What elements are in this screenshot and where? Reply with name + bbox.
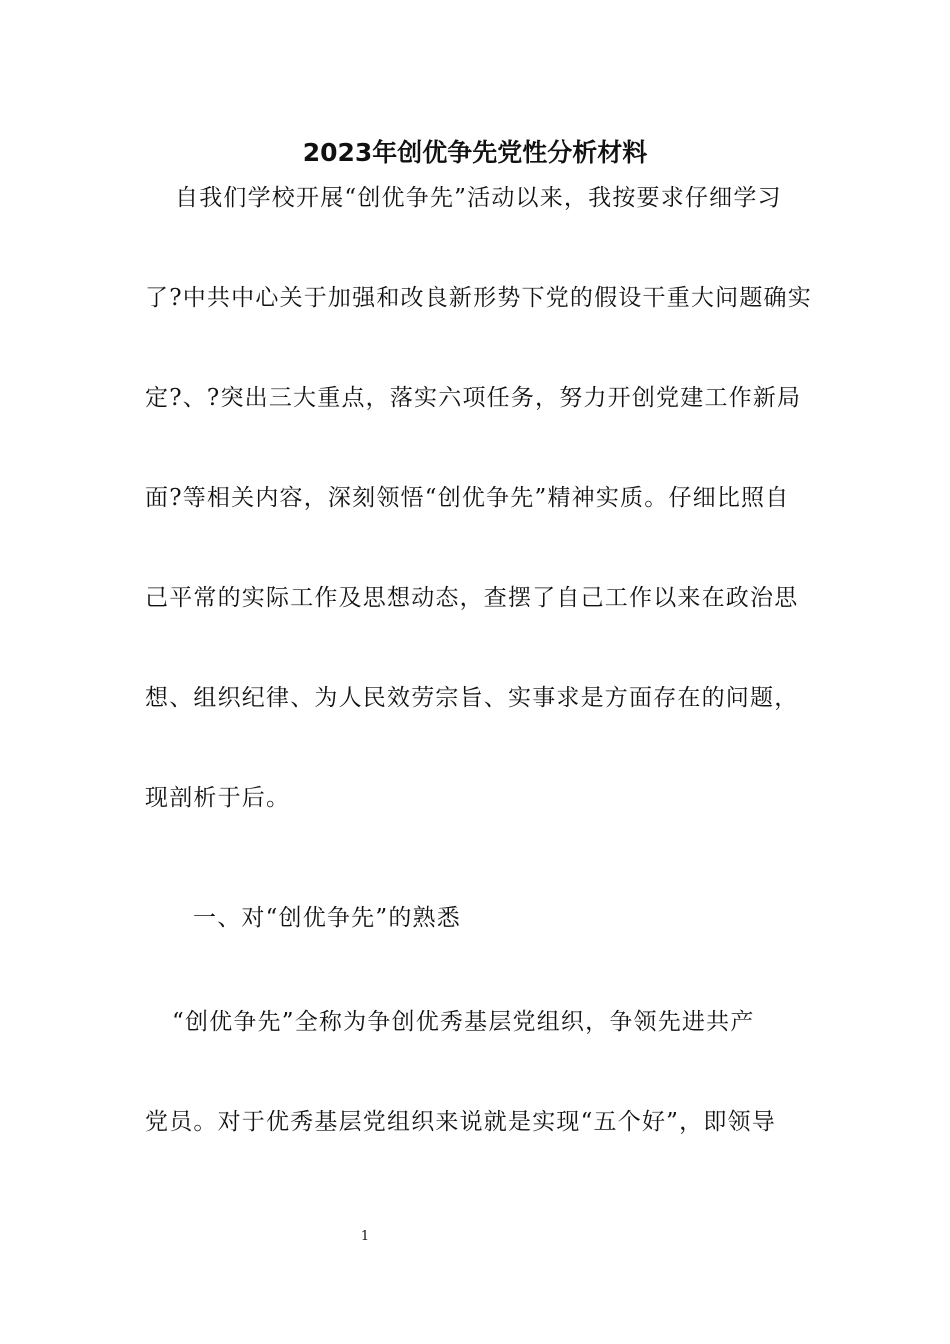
body-line: 面?等相关内容，深刻领悟“创优争先”精神实质。仔细比照自 bbox=[145, 485, 790, 511]
body-line: 自我们学校开展“创优争先”活动以来，我按要求仔细学习 bbox=[175, 185, 782, 211]
page-title: 2023年创优争先党性分析材料 bbox=[302, 138, 648, 167]
body-line: 定?、?突出三大重点，落实六项任务，努力开创党建工作新局 bbox=[145, 385, 802, 411]
body-line: 了?中共中心关于加强和改良新形势下党的假设干重大问题确实 bbox=[145, 285, 812, 311]
body-line: 现剖析于后。 bbox=[145, 785, 291, 811]
body-line: “创优争先”全称为争创优秀基层党组织，争领先进共产 bbox=[172, 1009, 755, 1035]
body-line: 想、组织纪律、为人民效劳宗旨、实事求是方面存在的问题， bbox=[145, 685, 799, 711]
body-line: 党员。对于优秀基层党组织来说就是实现“五个好”，即领导 bbox=[145, 1109, 776, 1135]
page-number: 1 bbox=[360, 1229, 370, 1244]
section-heading: 一、对“创优争先”的熟悉 bbox=[193, 905, 461, 931]
body-line: 己平常的实际工作及思想动态，查摆了自己工作以来在政治思 bbox=[145, 585, 799, 611]
